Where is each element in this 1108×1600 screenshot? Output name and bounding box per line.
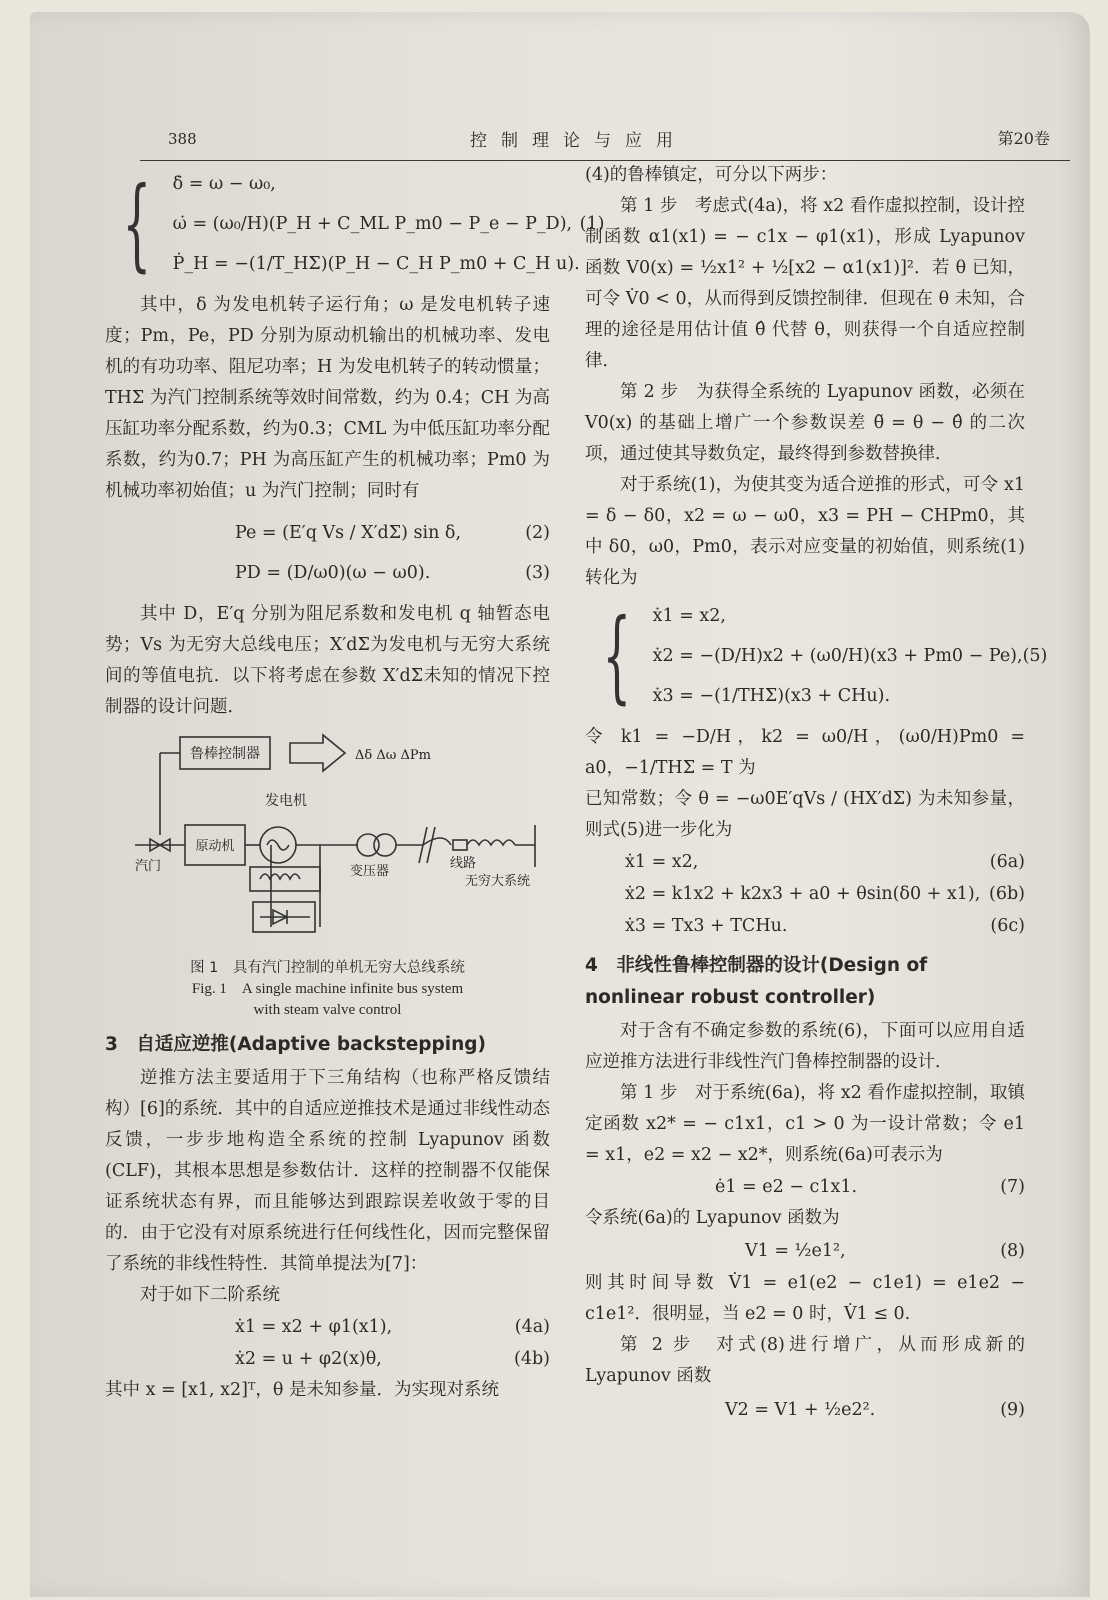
eq5-line-1: ẋ1 = x2, xyxy=(652,606,726,626)
equation-2: Pe = (E′q Vs / X′dΣ) sin δ, (2) xyxy=(235,522,550,543)
paragraph: 第 1 步 考虑式(4a)，将 x2 看作虚拟控制，设计控制函数 α1(x1) = − c1x − φ1(x1)，形成 Lyapunov 函数 V0(x) = ½x1² + ½[x2 − α1(x1)]²．若 θ 已知，可令 V̇0 < 0，从而得到反馈控制律．但现在 θ 未知，合理的途径是用估计值 θ̂ 代替 θ，则获得一个自适应控制律． xyxy=(585,196,1025,371)
infinite-bus-label: 无穷大系统 xyxy=(465,874,531,889)
paragraph: 其中，δ 为发电机转子运行角；ω 是发电机转子速度；Pm，Pe，PD 分别为原动机输出的机械功率、发电机的有功功率、阻尼功率；H 为发电机转子的转动惯量；THΣ 为汽门控制系统等效时间常数，约为 0.4；CH 为高压缸功率分配系数，约为0.3；CML 为中低压缸功率分配系数，约为0.7；PH 为高压缸产生的机械功率；Pm0 为机械功率初始值；u 为汽门控制；同时有 xyxy=(105,295,550,501)
paragraph: 其中 x = [x1, x2]ᵀ，θ 是未知参量．为实现对系统 xyxy=(105,1380,499,1400)
paragraph: 对于系统(1)，为使其变为适合逆推的形式，可令 x1 = δ − δ0，x2 = ω − ω0，x3 = PH − CHPm0，其中 δ0，ω0，Pm0，表示对应变量的初始值，则系统(1)转化为 xyxy=(585,475,1025,588)
paragraph: 对于含有不确定参数的系统(6)，下面可以应用自适应逆推方法进行非线性汽门鲁棒控制器的设计． xyxy=(585,1021,1025,1072)
eq1-line-3: Ṗ_H = −(1/T_HΣ)(P_H − C_H P_m0 + C_H u). xyxy=(172,254,580,274)
page xyxy=(30,12,1090,1597)
equation-1: { δ̇ = ω − ω₀, ω̇ = (ω₀/H)(P_H + C_ML P_m0 − P_e − P_D), Ṗ_H = −(1/T_HΣ)(P_H − C_H P_m0 + C_H u). (1) xyxy=(105,164,550,284)
figure-1 xyxy=(105,727,550,957)
eq5-line-2: ẋ2 = −(D/H)x2 + (ω0/H)(x3 + Pm0 − Pe), xyxy=(652,646,1023,666)
paragraph: 令系统(6a)的 Lyapunov 函数为 xyxy=(585,1208,840,1228)
paragraph: 第 2 步 对式(8)进行增广，从而形成新的 Lyapunov 函数 xyxy=(585,1335,1025,1386)
equation-6b: ẋ2 = k1x2 + k2x3 + a0 + θsin(δ0 + x1), (6b) xyxy=(625,883,1025,904)
equation-7: ė1 = e2 − c1x1. (7) xyxy=(715,1176,1025,1197)
equation-8: V1 = ½e1², (8) xyxy=(745,1240,1025,1261)
paragraph: (4)的鲁棒镇定，可分以下两步： xyxy=(585,165,838,185)
paragraph: 已知常数；令 θ = −ω0E′qVs / (HX′dΣ) 为未知参量，则式(5)进一步化为 xyxy=(585,789,1025,840)
paragraph: 对于如下二阶系统 xyxy=(140,1285,280,1305)
paragraph: 逆推方法主要适用于下三角结构（也称严格反馈结构）[6]的系统．其中的自适应逆推技术是通过非线性动态反馈，一步步地构造全系统的控制 Lyapunov 函数(CLF)，其根本思想是参数估计．这样的控制器不仅能保证系统状态有界，而且能够达到跟踪误差收敛于零的目的．由于它没有对原系统进行任何线性化，因而完整保留了系统的非线性特性．其简单提法为[7]： xyxy=(105,1068,550,1274)
equation-4b: ẋ2 = u + φ2(x)θ, (4b) xyxy=(235,1348,550,1369)
generator-label: 发电机 xyxy=(265,793,307,809)
paragraph: 则其时间导数 V̇1 = e1(e2 − c1e1) = e1e2 − c1e1²．很明显，当 e2 = 0 时，V̇1 ≤ 0. xyxy=(585,1273,1025,1324)
prime-mover-label: 原动机 xyxy=(195,839,235,854)
paragraph: 其中 D，E′q 分别为阻尼系数和发电机 q 轴暂态电势；Vs 为无穷大总线电压；X′dΣ为发电机与无穷大系统间的等值电抗．以下将考虑在参数 X′dΣ未知的情况下控制器的设计问题． xyxy=(105,604,550,717)
eq1-line-2: ω̇ = (ω₀/H)(P_H + C_ML P_m0 − P_e − P_D), xyxy=(172,214,573,234)
line-label: 线路 xyxy=(450,856,477,871)
transformer-label: 变压器 xyxy=(350,864,390,879)
valve-label: 汽门 xyxy=(135,859,162,874)
equation-5: { ẋ1 = x2, ẋ2 = −(D/H)x2 + (ω0/H)(x3 + Pm0 − Pe), ẋ3 = −(1/THΣ)(x3 + CHu). (5) xyxy=(585,596,1025,716)
input-signals-label: Δδ Δω ΔPm xyxy=(355,748,431,763)
section-3-heading: 3 自适应逆推(Adaptive backstepping) xyxy=(105,1034,486,1055)
system-diagram xyxy=(105,727,550,957)
eq1-line-1: δ̇ = ω − ω₀, xyxy=(172,174,276,194)
equation-4a: ẋ1 = x2 + φ1(x1), (4a) xyxy=(235,1316,550,1337)
figure-caption-cn: 图 1 具有汽门控制的单机无穷大总线系统 xyxy=(190,960,465,976)
controller-label: 鲁棒控制器 xyxy=(190,746,260,762)
eq1-number: (1) xyxy=(579,213,605,234)
journal-title: 控制理论与应用 xyxy=(470,131,687,151)
eq5-line-3: ẋ3 = −(1/THΣ)(x3 + CHu). xyxy=(652,686,891,706)
page-number: 388 xyxy=(168,130,197,148)
figure-caption-en-2: with steam valve control xyxy=(253,1002,402,1018)
equation-6a: ẋ1 = x2, (6a) xyxy=(625,851,1025,872)
equation-9: V2 = V1 + ½e2². (9) xyxy=(725,1399,1025,1420)
volume-label: 第20卷 xyxy=(997,129,1050,148)
paragraph: 第 1 步 对于系统(6a)，将 x2 看作虚拟控制，取镇定函数 x2* = − c1x1，c1 > 0 为一设计常数；令 e1 = x1，e2 = x2 − x2*，则系统(6a)可表示为 xyxy=(585,1083,1025,1165)
paragraph: 第 2 步 为获得全系统的 Lyapunov 函数，必须在 V0(x) 的基础上增广一个参数误差 θ̃ = θ − θ̂ 的二次项，通过使其导数负定，最终得到参数替换律． xyxy=(585,382,1025,464)
paragraph: 令 k1 = −D/H，k2 = ω0/H，(ω0/H)Pm0 = a0，−1/THΣ = T 为 xyxy=(585,727,1025,778)
eq5-number: (5) xyxy=(1022,645,1048,666)
section-4-heading: 4 非线性鲁棒控制器的设计(Design of nonlinear robust controller) xyxy=(585,955,928,1008)
figure-caption-en-1: Fig. 1 A single machine infinite bus system xyxy=(191,981,464,997)
right-column xyxy=(585,160,1048,1428)
left-column xyxy=(105,162,605,1406)
equation-6c: ẋ3 = Tx3 + TCHu. (6c) xyxy=(625,915,1025,936)
running-header xyxy=(140,120,1070,161)
equation-3: PD = (D/ω0)(ω − ω0). (3) xyxy=(235,562,550,583)
